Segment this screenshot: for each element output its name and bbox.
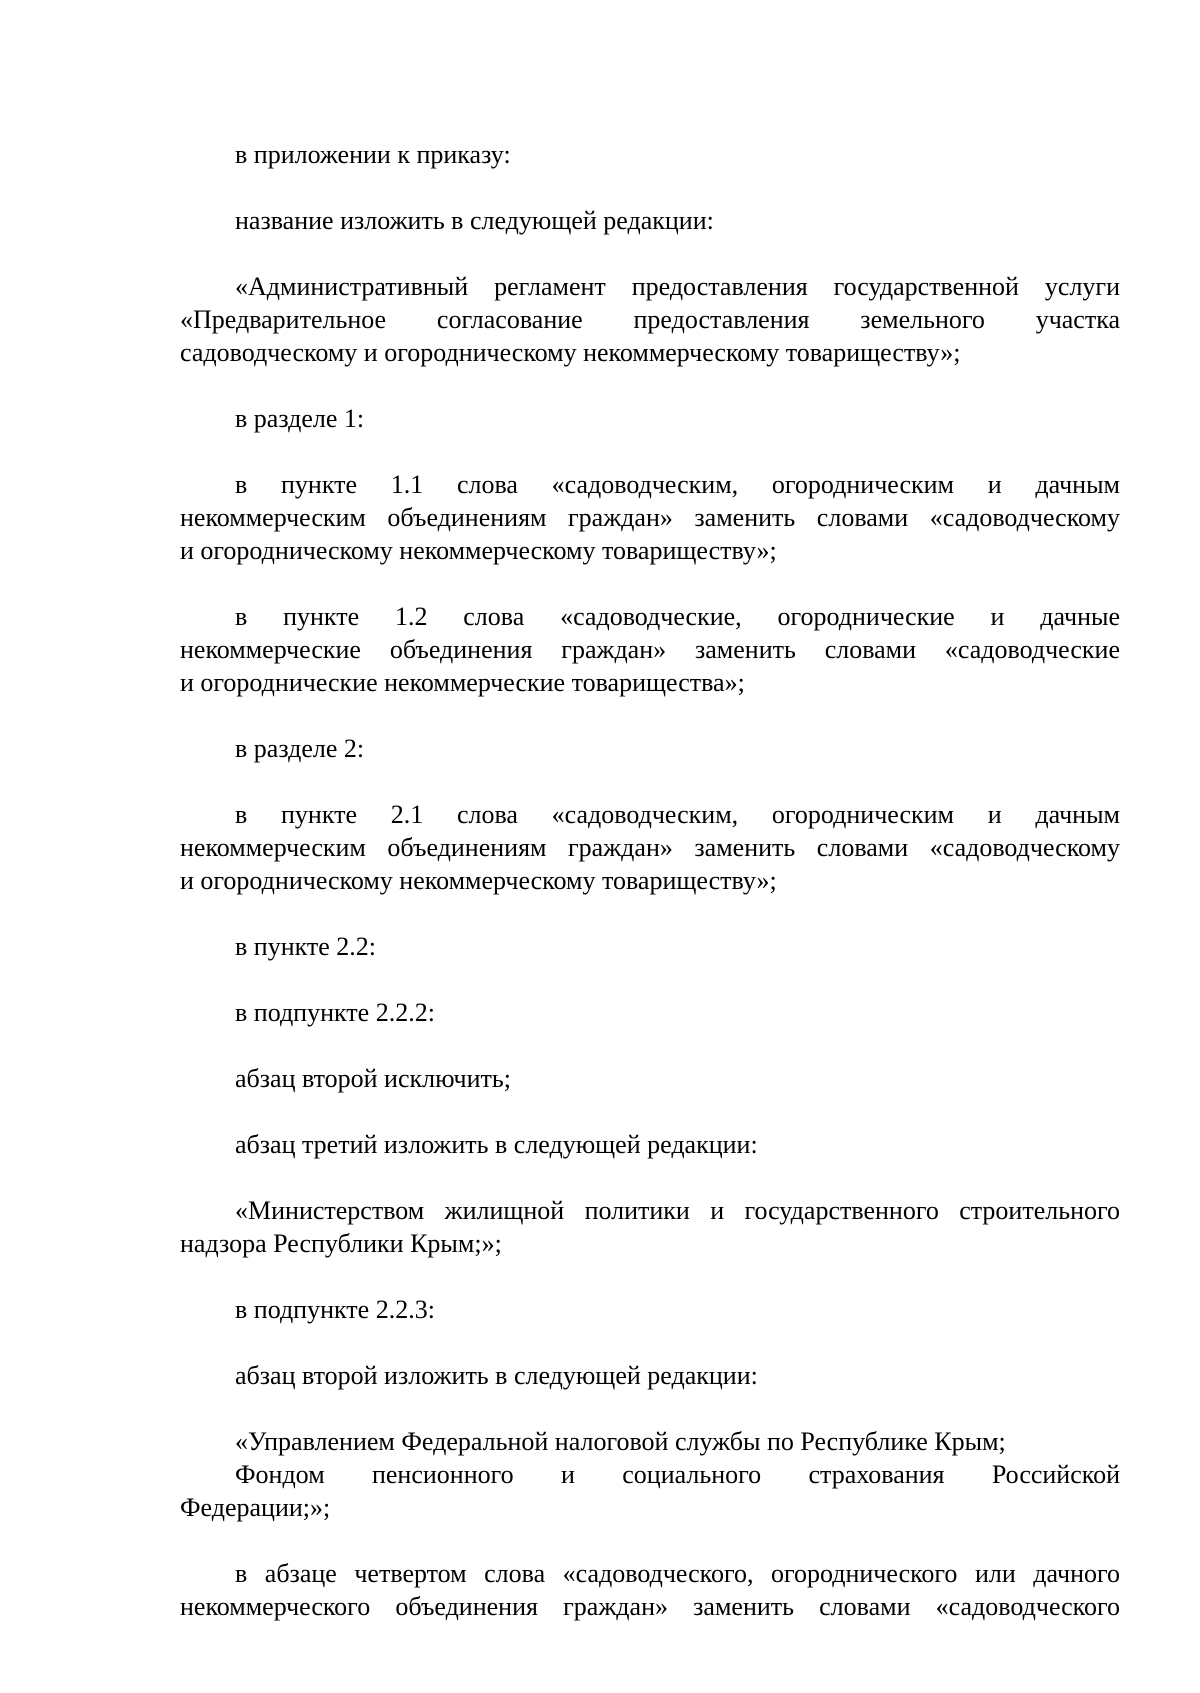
paragraph-line: абзац третий изложить в следующей редакции:: [235, 1130, 758, 1159]
paragraph-line: в пункте 2.2:: [235, 932, 377, 961]
paragraph-line: абзац второй изложить в следующей редакции:: [235, 1361, 758, 1390]
paragraph-line: в подпункте 2.2.2:: [235, 998, 435, 1027]
paragraph-line: в разделе 1:: [235, 404, 365, 433]
paragraph-line: надзора Республики Крым;»;: [180, 1229, 502, 1258]
paragraph-18: [180, 1557, 1120, 1623]
paragraph-line: некоммерческим объединениям граждан» заменить словами «садоводческому: [180, 503, 1120, 532]
paragraph-5: [180, 468, 1120, 567]
paragraph-line: «Министерством жилищной политики и государственного строительного: [235, 1196, 1120, 1225]
paragraph-12: [180, 1128, 1120, 1161]
paragraph-line: и огороднические некоммерческие товарищества»;: [180, 668, 745, 697]
paragraph-2: [180, 204, 1120, 237]
paragraph-line: в разделе 2:: [235, 734, 365, 763]
paragraph-16: [180, 1425, 1120, 1458]
paragraph-8: [180, 798, 1120, 897]
paragraph-line: в приложении к приказу:: [235, 140, 511, 169]
paragraph-line: садоводческому и огородническому некоммерческому товариществу»;: [180, 338, 961, 367]
paragraph-line: «Административный регламент предоставления государственной услуги: [235, 272, 1120, 301]
paragraph-line: в абзаце четвертом слова «садоводческого, огороднического или дачного: [235, 1559, 1120, 1588]
paragraph-line: в пункте 1.1 слова «садоводческим, огородническим и дачным: [235, 470, 1120, 499]
paragraph-4: [180, 402, 1120, 435]
paragraph-line: в пункте 1.2 слова «садоводческие, огороднические и дачные: [235, 602, 1120, 631]
paragraph-line: абзац второй исключить;: [235, 1064, 511, 1093]
paragraph-15: [180, 1359, 1120, 1392]
paragraph-line: Федерации;»;: [180, 1493, 331, 1522]
paragraph-line: Фондом пенсионного и социального страхования Российской: [235, 1460, 1120, 1489]
paragraph-11: [180, 1062, 1120, 1095]
paragraph-line: в подпункте 2.2.3:: [235, 1295, 435, 1324]
paragraph-line: название изложить в следующей редакции:: [235, 206, 714, 235]
paragraph-line: «Управлением Федеральной налоговой службы по Республике Крым;: [235, 1427, 1006, 1456]
paragraph-line: «Предварительное согласование предоставления земельного участка: [180, 305, 1120, 334]
paragraph-3: [180, 270, 1120, 369]
paragraph-line: некоммерческим объединениям граждан» заменить словами «садоводческому: [180, 833, 1120, 862]
paragraph-1: [180, 138, 1120, 171]
paragraph-line: в пункте 2.1 слова «садоводческим, огородническим и дачным: [235, 800, 1120, 829]
paragraph-9: [180, 930, 1120, 963]
paragraph-17: [180, 1458, 1120, 1524]
paragraph-14: [180, 1293, 1120, 1326]
paragraph-13: [180, 1194, 1120, 1260]
paragraph-7: [180, 732, 1120, 765]
document-body: [180, 138, 1120, 1623]
paragraph-10: [180, 996, 1120, 1029]
paragraph-line: некоммерческого объединения граждан» заменить словами «садоводческого: [180, 1592, 1120, 1621]
paragraph-line: некоммерческие объединения граждан» заменить словами «садоводческие: [180, 635, 1120, 664]
paragraph-line: и огородническому некоммерческому товариществу»;: [180, 536, 777, 565]
paragraph-6: [180, 600, 1120, 699]
paragraph-line: и огородническому некоммерческому товариществу»;: [180, 866, 777, 895]
